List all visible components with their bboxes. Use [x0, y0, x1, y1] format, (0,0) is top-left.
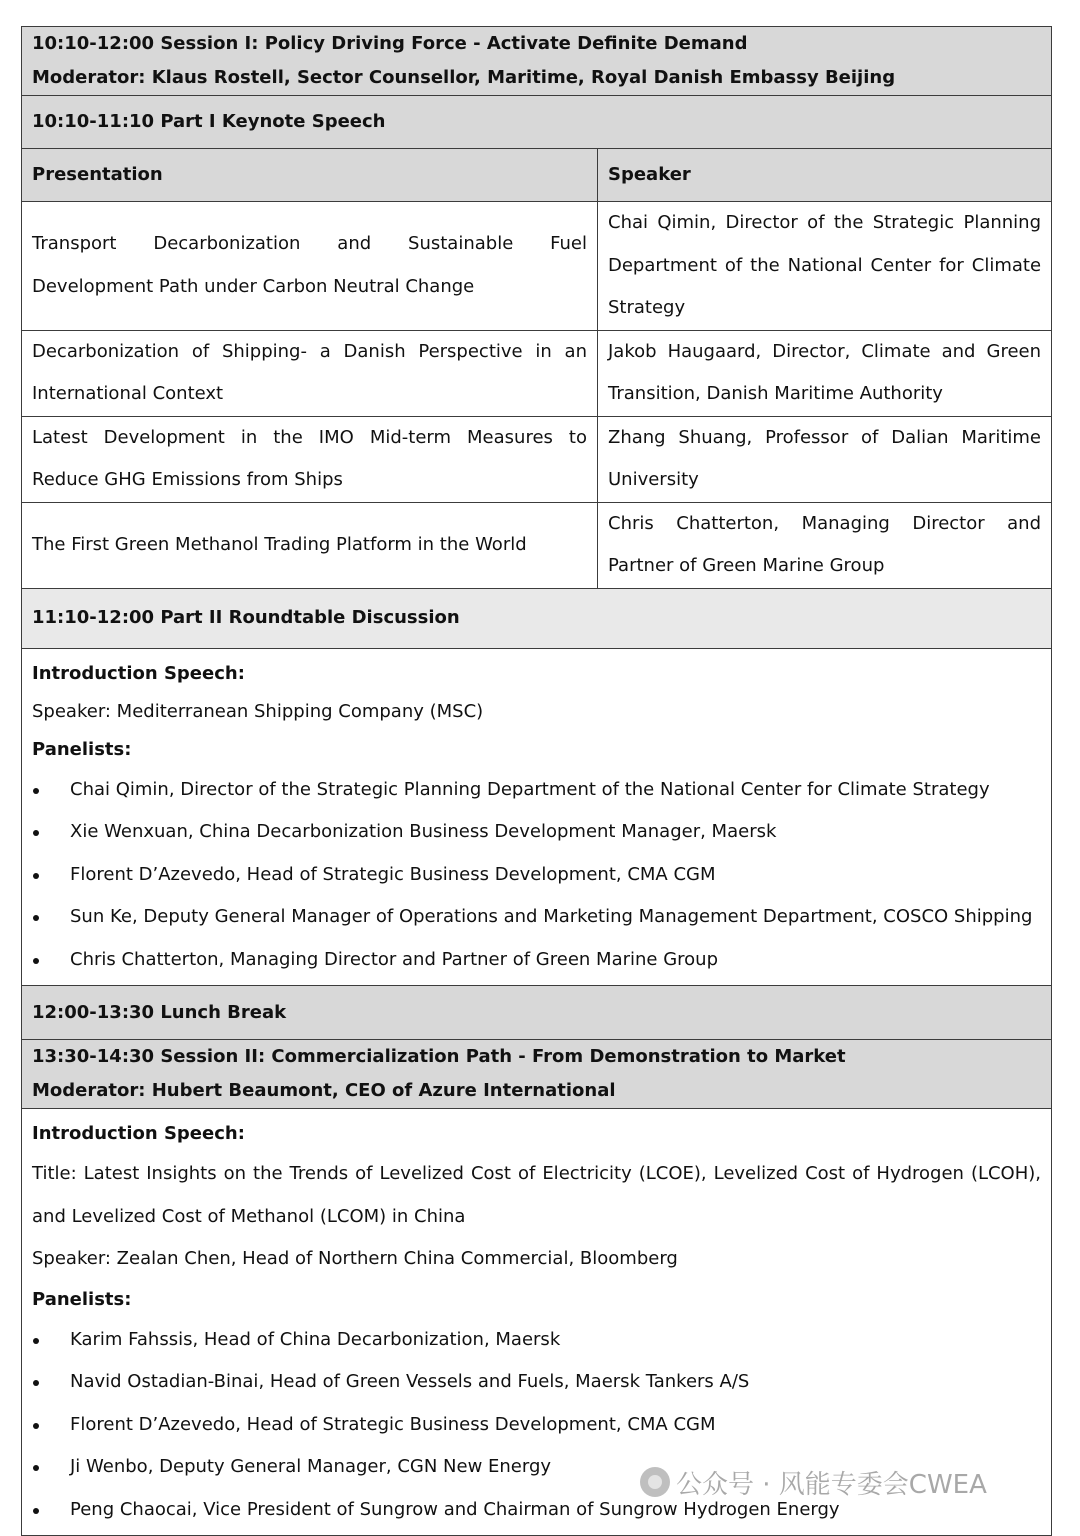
presentation-cell: Transport Decarbonization and Sustainable Fuel Development Path under Carbon Neutral Change [22, 202, 598, 331]
lunch-header [22, 986, 1052, 1040]
list-item: Sun Ke, Deputy General Manager of Operations and Marketing Management Department, COSCO Shipping [32, 896, 1041, 939]
presentation-cell: Decarbonization of Shipping- a Danish Perspective in an International Context [22, 330, 598, 416]
part2-title: 11:10-12:00 Part II Roundtable Discussion [32, 607, 460, 628]
intro-speech-label: Introduction Speech: [32, 662, 245, 684]
list-item: Xie Wenxuan, China Decarbonization Business Development Manager, Maersk [32, 811, 1041, 854]
speaker-cell: Zhang Shuang, Professor of Dalian Maritime University [598, 416, 1052, 502]
session2-title: 13:30-14:30 Session II: Commercialization Path - From Demonstration to Market [32, 1046, 846, 1067]
list-item: Florent D’Azevedo, Head of Strategic Business Development, CMA CGM [32, 1404, 1041, 1447]
part2-body [22, 648, 1052, 986]
list-item: Ji Wenbo, Deputy General Manager, CGN New Energy [32, 1446, 1041, 1489]
panelists-label: Panelists: [32, 1288, 132, 1310]
presentation-column-header: Presentation [22, 149, 598, 202]
list-item: Karim Fahssis, Head of China Decarbonization, Maersk [32, 1319, 1041, 1362]
speaker-column-header: Speaker [598, 149, 1052, 202]
list-item: Chris Chatterton, Managing Director and Partner of Green Marine Group [32, 939, 1041, 982]
part1-header [22, 96, 1052, 149]
session2-moderator: Moderator: Hubert Beaumont, CEO of Azure International [32, 1080, 616, 1101]
table-row [22, 416, 1052, 502]
speaker-cell: Chai Qimin, Director of the Strategic Planning Department of the National Center for Climate Strategy [598, 202, 1052, 331]
intro-speech-label: Introduction Speech: [32, 1123, 245, 1144]
table-row [22, 330, 1052, 416]
session1-moderator: Moderator: Klaus Rostell, Sector Counsellor, Maritime, Royal Danish Embassy Beijing [32, 67, 896, 88]
session2-header [22, 1040, 1052, 1109]
list-item: Florent D’Azevedo, Head of Strategic Business Development, CMA CGM [32, 854, 1041, 897]
panelists-label: Panelists: [32, 738, 132, 760]
panelist-list [32, 769, 1041, 982]
speaker-cell: Jakob Haugaard, Director, Climate and Green Transition, Danish Maritime Authority [598, 330, 1052, 416]
list-item: Navid Ostadian-Binai, Head of Green Vessels and Fuels, Maersk Tankers A/S [32, 1361, 1041, 1404]
table-row [22, 502, 1052, 588]
intro-speaker: Speaker: Zealan Chen, Head of Northern China Commercial, Bloomberg [32, 1248, 678, 1269]
intro-title: Title: Latest Insights on the Trends of Levelized Cost of Electricity (LCOE), Levelized Cost of Hydrogen (LCOH), and Levelized Cost of Methanol (LCOM) in China [32, 1163, 1042, 1227]
session1-header [22, 27, 1052, 96]
agenda-table [21, 26, 1052, 1536]
session1-title: 10:10-12:00 Session I: Policy Driving Force - Activate Definite Demand [32, 33, 748, 54]
list-item: Peng Chaocai, Vice President of Sungrow and Chairman of Sungrow Hydrogen Energy [32, 1489, 1041, 1532]
list-item: Chai Qimin, Director of the Strategic Planning Department of the National Center for Climate Strategy [32, 769, 1041, 812]
part1-title: 10:10-11:10 Part I Keynote Speech [32, 111, 386, 132]
wechat-icon [640, 1467, 670, 1497]
watermark [640, 1462, 987, 1502]
table-row [22, 202, 1052, 331]
speaker-cell: Chris Chatterton, Managing Director and Partner of Green Marine Group [598, 502, 1052, 588]
presentation-cell: Latest Development in the IMO Mid-term Measures to Reduce GHG Emissions from Ships [22, 416, 598, 502]
watermark-text: 公众号 · 风能专委会CWEA [676, 1469, 987, 1500]
lunch-title: 12:00-13:30 Lunch Break [32, 1001, 287, 1023]
part2-header [22, 588, 1052, 648]
intro-speaker: Speaker: Mediterranean Shipping Company (MSC) [32, 700, 484, 722]
presentation-cell: The First Green Methanol Trading Platform in the World [22, 502, 598, 588]
